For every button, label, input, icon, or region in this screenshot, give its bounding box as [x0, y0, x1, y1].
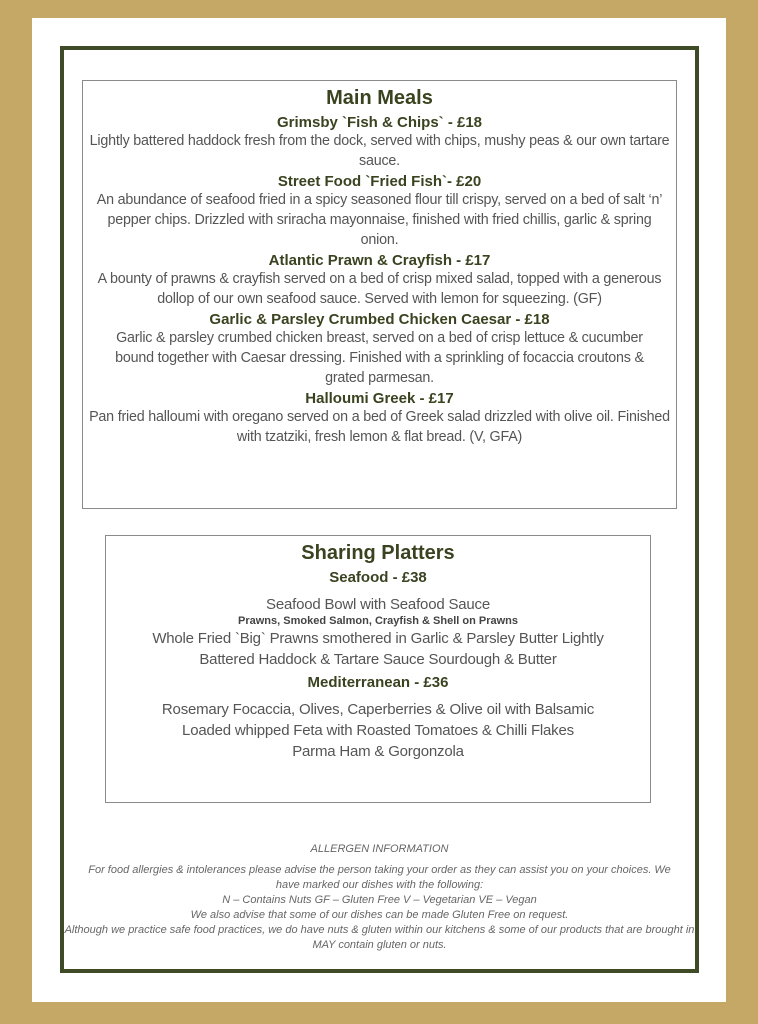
dish-description: Pan fried halloumi with oregano served on a bed of Greek salad drizzled with olive oil. Finished with tzatziki, fresh lemon & flat bread. (V, GFA): [89, 409, 670, 445]
allergen-text: For food allergies & intolerances please advise the person taking your order as they can assist you on your choices. We have marked our dishes with the following:: [88, 864, 671, 891]
dish-name: Halloumi Greek - £17: [305, 390, 454, 407]
section-title: Sharing Platters: [301, 542, 455, 564]
sharing-platters-section: [105, 535, 651, 803]
platter-item: Whole Fried `Big` Prawns smothered in Garlic & Parsley Butter Lightly Battered Haddock & Tartare Sauce Sourdough & Butter: [152, 630, 604, 668]
dish-description: Lightly battered haddock fresh from the dock, served with chips, mushy peas & our own tartare sauce.: [89, 133, 670, 169]
main-meals-section: [82, 80, 677, 509]
dish-name: Atlantic Prawn & Crayfish - £17: [268, 252, 491, 269]
allergen-text: Although we practice safe food practices, we do have nuts & gluten within our kitchens & some of our products that are brought in MAY contain gluten or nuts.: [64, 924, 695, 951]
dish-description: Garlic & parsley crumbed chicken breast, served on a bed of crisp lettuce & cucumber bound together with Caesar dressing. Finished with a sprinkling of focaccia croutons & grated parmesan.: [115, 330, 644, 386]
allergen-information: [64, 842, 695, 953]
platter-item: Rosemary Focaccia, Olives, Caperberries & Olive oil with Balsamic: [161, 701, 595, 718]
platter-subitem: Prawns, Smoked Salmon, Crayfish & Shell on Prawns: [238, 615, 518, 627]
dish-description: An abundance of seafood fried in a spicy seasoned flour till crispy, served on a bed of salt ‘n’ pepper chips. Drizzled with sriracha mayonnaise, finished with fried chillis, garlic & spring onion.: [96, 192, 663, 248]
dish-name: Street Food `Fried Fish`- £20: [277, 173, 482, 190]
platter-item: Parma Ham & Gorgonzola: [292, 743, 464, 760]
dish-name: Grimsby `Fish & Chips` - £18: [276, 114, 483, 131]
allergen-title: ALLERGEN INFORMATION: [310, 843, 449, 855]
platter-name: Seafood - £38: [329, 569, 427, 586]
platter-name: Mediterranean - £36: [307, 674, 449, 691]
allergen-text: We also advise that some of our dishes can be made Gluten Free on request.: [190, 909, 569, 921]
platter-item: Loaded whipped Feta with Roasted Tomatoes & Chilli Flakes: [182, 722, 574, 739]
section-title: Main Meals: [326, 87, 433, 109]
dish-description: A bounty of prawns & crayfish served on a bed of crisp mixed salad, topped with a generous dollop of our own seafood sauce. Served with lemon for squeezing. (GF): [97, 271, 662, 307]
dish-name: Garlic & Parsley Crumbed Chicken Caesar - £18: [209, 311, 550, 328]
platter-item: Seafood Bowl with Seafood Sauce: [266, 596, 490, 613]
allergen-key: N – Contains Nuts GF – Gluten Free V – Vegetarian VE – Vegan: [222, 894, 537, 906]
